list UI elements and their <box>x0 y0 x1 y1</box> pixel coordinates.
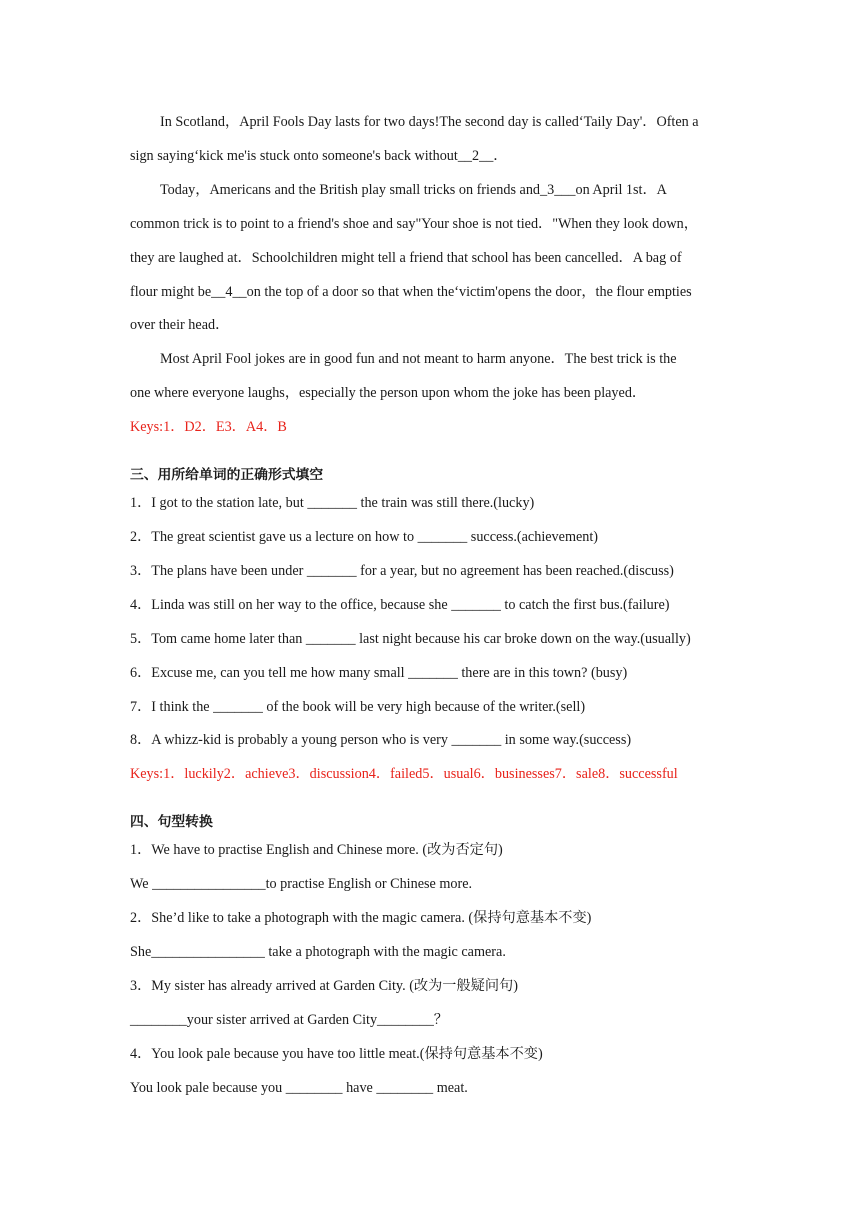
passage-paragraph-2-line-5: over their head． <box>130 317 230 334</box>
exercise-answer-line: We ________________to practise English or Chinese more. <box>130 876 473 893</box>
exercise-item: 1．I got to the station late, but _______ the train was still there.(lucky) <box>130 495 535 512</box>
passage-paragraph-1-line-2: sign saying‘kick me'is stuck onto someone's back without__2__． <box>130 147 508 164</box>
exercise-answer-line: You look pale because you ________ have ________ meat. <box>130 1079 468 1096</box>
exercise-item: 7．I think the _______ of the book will be very high because of the writer.(sell) <box>130 698 586 715</box>
exercise-item: 2．The great scientist gave us a lecture on how to _______ success.(achievement) <box>130 528 599 545</box>
passage-paragraph-2-line-2: common trick is to point to a friend's shoe and say"Your shoe is not tied．"When they look down， <box>130 215 698 232</box>
exercise-answer-line: She________________ take a photograph with the magic camera. <box>130 943 506 960</box>
passage-paragraph-2-line-1: Today，Americans and the British play small tricks on friends and_3___on April 1st．A <box>160 181 667 198</box>
exercise-item: 8．A whizz-kid is probably a young person who is very _______ in some way.(success) <box>130 732 632 749</box>
exercise-item: 4．Linda was still on her way to the office, because she _______ to catch the first bus.(failure) <box>130 596 670 613</box>
section-heading: 三、用所给单词的正确形式填空 <box>130 467 324 484</box>
section-word-forms <box>130 464 732 792</box>
passage-paragraph-2-line-4: flour might be__4__on the top of a door so that when the‘victim'opens the door，the flour empties <box>130 283 692 300</box>
exercise-item: 5．Tom came home later than _______ last night because his car broke down on the way.(usually) <box>130 630 691 647</box>
exercise-question: 4．You look pale because you have too little meat.(保持句意基本不变) <box>130 1045 543 1062</box>
exercise-item: 3．The plans have been under _______ for a year, but no agreement has been reached.(discuss) <box>130 562 674 579</box>
exercise-item: 6．Excuse me, can you tell me how many small _______ there are in this town? (busy) <box>130 664 628 681</box>
passage-answer-keys: Keys:1．D2．E3．A4．B <box>130 419 287 436</box>
passage-paragraph-2-line-3: they are laughed at．Schoolchildren might tell a friend that school has been cancelled．A bag of <box>130 249 682 266</box>
document-page <box>130 106 732 1105</box>
section-answer-keys: Keys:1．luckily2．achieve3．discussion4．failed5．usual6．businesses7．sale8．successful <box>130 766 678 783</box>
exercise-question: 3．My sister has already arrived at Garden City. (改为一般疑问句) <box>130 977 518 994</box>
passage-paragraph-3-line-2: one where everyone laughs，especially the person upon whom the joke has been played． <box>130 385 647 402</box>
section-sentence-transformation <box>130 811 732 1105</box>
passage-paragraph-3-line-1: Most April Fool jokes are in good fun and not meant to harm anyone．The best trick is the <box>160 351 677 368</box>
exercise-question: 2．She’d like to take a photograph with the magic camera. (保持句意基本不变) <box>130 910 592 927</box>
section-heading: 四、句型转换 <box>130 814 213 831</box>
exercise-question: 1．We have to practise English and Chinese more. (改为否定句) <box>130 842 503 859</box>
exercise-answer-line: ________your sister arrived at Garden City________？ <box>130 1011 448 1028</box>
passage-paragraph-1-line-1: In Scotland，April Fools Day lasts for two days!The second day is called‘Taily Day'．Often a <box>160 114 699 130</box>
reading-passage <box>130 106 732 445</box>
